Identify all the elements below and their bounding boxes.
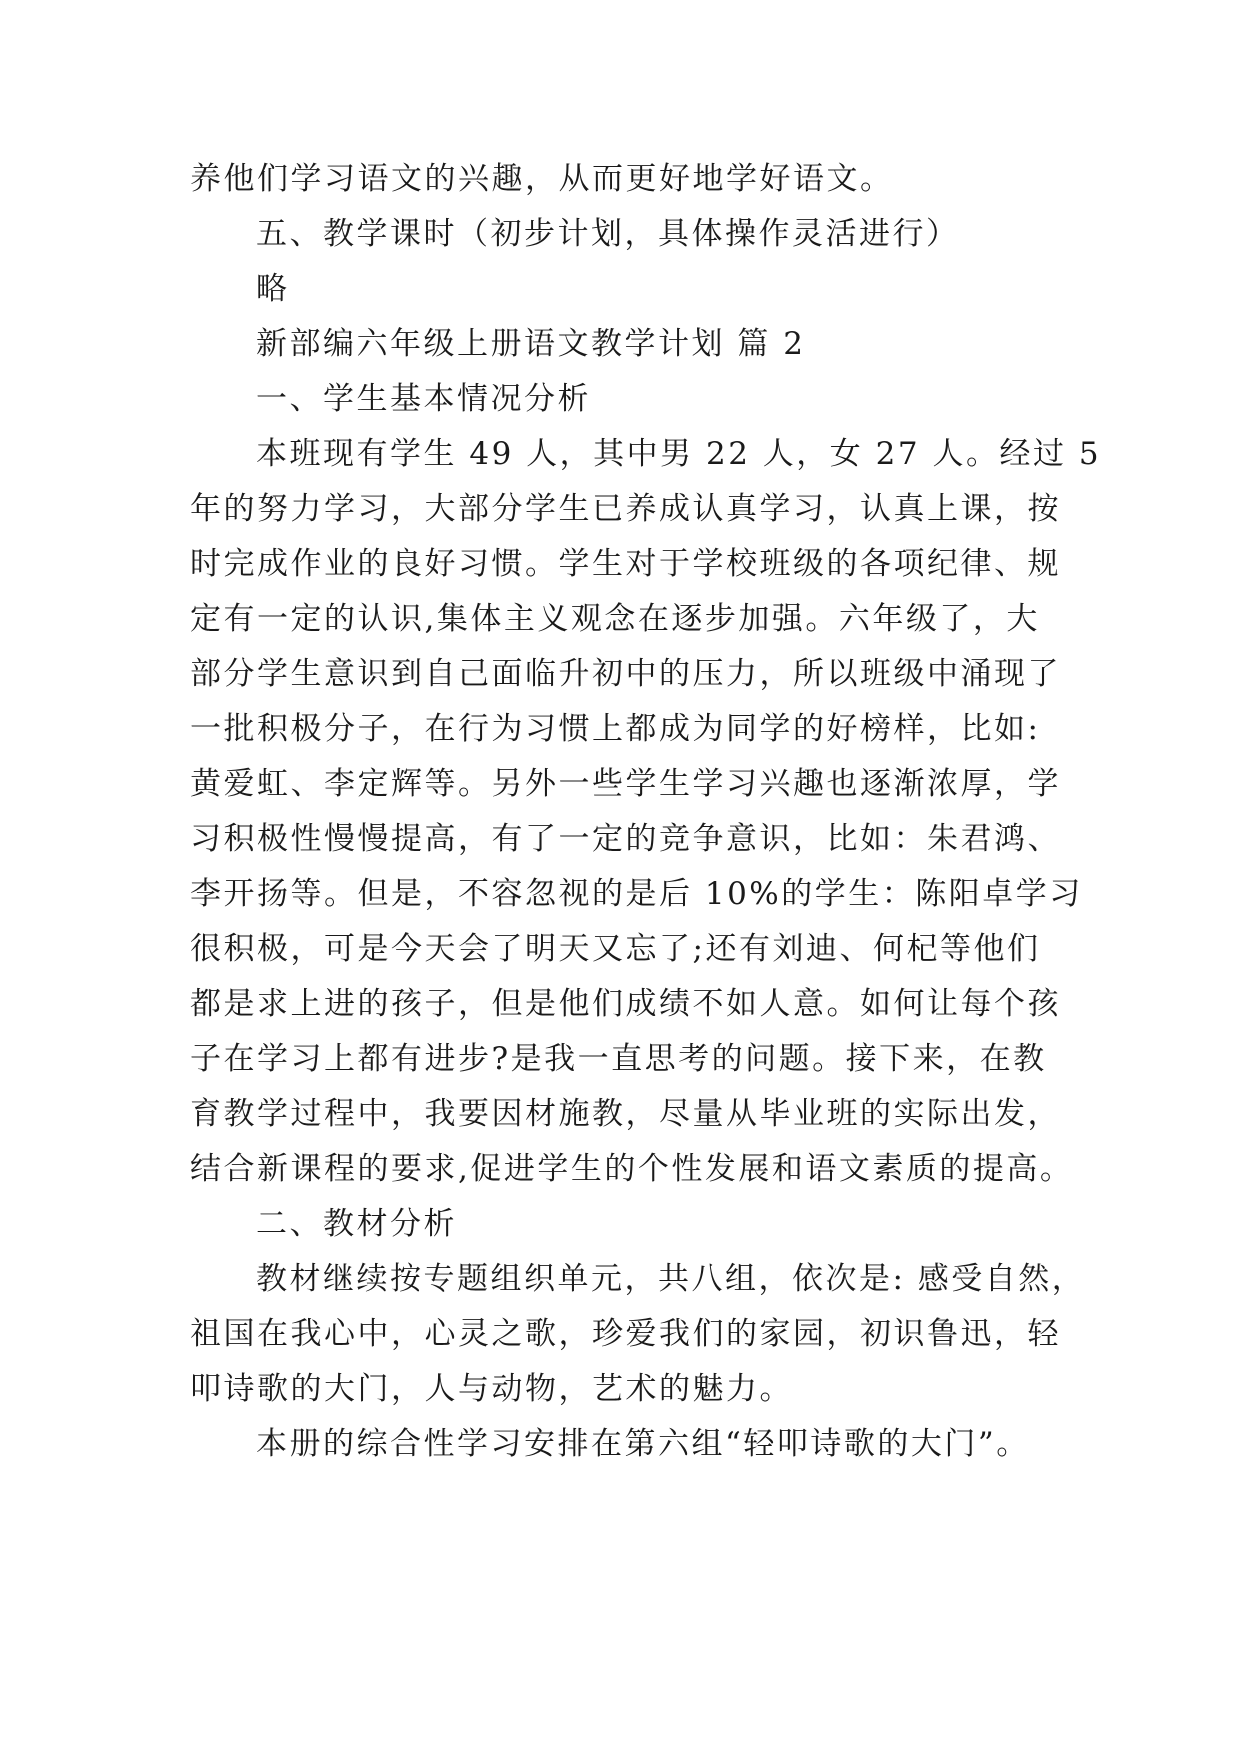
text-line-7: 年的努力学习，大部分学生已养成认真学习，认真上课，按 bbox=[190, 491, 1061, 527]
text-line-18: 育教学过程中，我要因材施教，尽量从毕业班的实际出发， bbox=[190, 1096, 1061, 1132]
text-line-14: 李开扬等。但是，不容忽视的是后 10%的学生：陈阳卓学习 bbox=[190, 876, 1083, 912]
heading-student-analysis: 一、学生基本情况分析 bbox=[256, 381, 591, 417]
text-line-8: 时完成作业的良好习惯。学生对于学校班级的各项纪律、规 bbox=[190, 546, 1061, 582]
heading-textbook-analysis: 二、教材分析 bbox=[256, 1206, 457, 1242]
document-body bbox=[190, 152, 1102, 1472]
text-line-3: 略 bbox=[256, 271, 290, 307]
text-line-9: 定有一定的认识,集体主义观念在逐步加强。六年级了，大 bbox=[190, 601, 1040, 637]
section-title: 新部编六年级上册语文教学计划 篇 2 bbox=[256, 326, 806, 362]
text-line-22: 祖国在我心中，心灵之歌，珍爱我们的家园，初识鲁迅，轻 bbox=[190, 1316, 1061, 1352]
text-line-10: 部分学生意识到自己面临升初中的压力，所以班级中涌现了 bbox=[190, 656, 1061, 692]
text-line-17: 子在学习上都有进步?是我一直思考的问题。接下来，在教 bbox=[190, 1041, 1047, 1077]
text-line-11: 一批积极分子，在行为习惯上都成为同学的好榜样，比如: bbox=[190, 711, 1041, 747]
text-line-19: 结合新课程的要求,促进学生的个性发展和语文素质的提高。 bbox=[190, 1151, 1074, 1187]
text-line-21: 教材继续按专题组织单元，共八组，依次是: 感受自然， bbox=[256, 1261, 1086, 1297]
text-line-12: 黄爱虹、李定辉等。另外一些学生学习兴趣也逐渐浓厚，学 bbox=[190, 766, 1061, 802]
text-line-23: 叩诗歌的大门，人与动物，艺术的魅力。 bbox=[190, 1371, 793, 1407]
text-line-1: 养他们学习语文的兴趣，从而更好地学好语文。 bbox=[190, 161, 894, 197]
text-line-13: 习积极性慢慢提高，有了一定的竞争意识，比如：朱君鸿、 bbox=[190, 821, 1061, 857]
text-line-15: 很积极，可是今天会了明天又忘了;还有刘迪、何杞等他们 bbox=[190, 931, 1041, 967]
text-line-6: 本班现有学生 49 人，其中男 22 人，女 27 人。经过 5 bbox=[256, 436, 1102, 472]
text-line-16: 都是求上进的孩子，但是他们成绩不如人意。如何让每个孩 bbox=[190, 986, 1061, 1022]
text-line-2: 五、教学课时（初步计划，具体操作灵活进行） bbox=[256, 216, 960, 252]
text-line-24: 本册的综合性学习安排在第六组“轻叩诗歌的大门”。 bbox=[256, 1426, 1030, 1462]
